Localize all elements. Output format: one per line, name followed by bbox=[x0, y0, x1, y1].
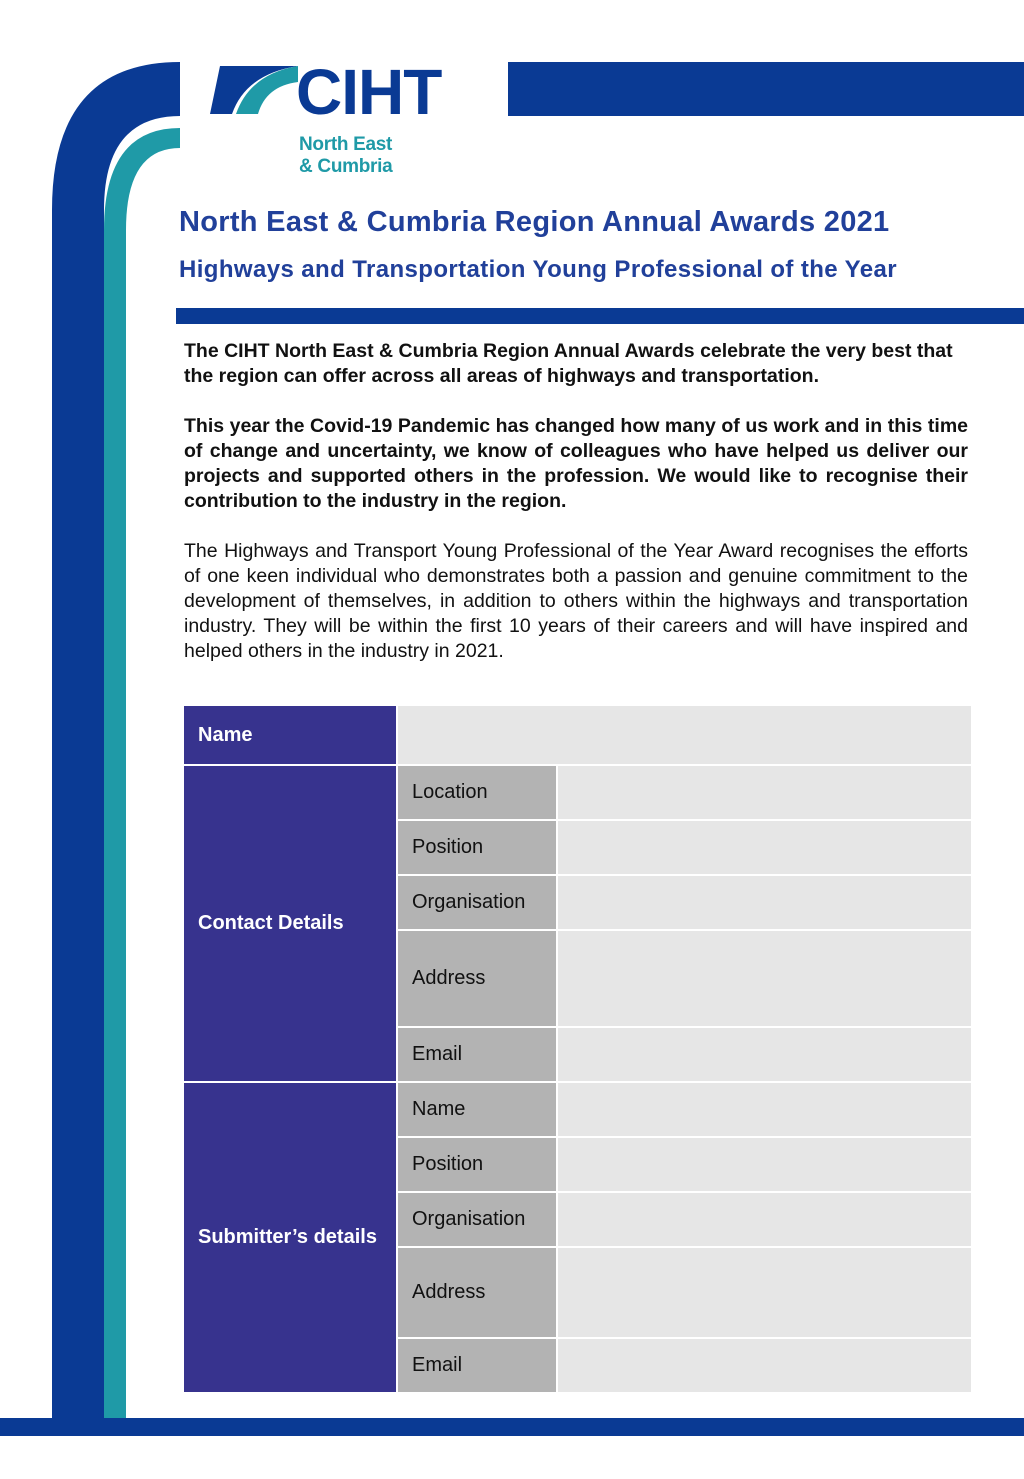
table-row bbox=[183, 765, 972, 820]
intro-paragraph-2: This year the Covid-19 Pandemic has changed how many of us work and in this time of change and uncertainty, we know of colleagues who have helped us deliver our projects and supported others in the profession. We would like to recognise their contribution to the industry in the region. bbox=[184, 415, 968, 512]
contact-location-field[interactable] bbox=[557, 765, 972, 820]
submitter-organisation-field[interactable] bbox=[557, 1192, 972, 1247]
name-label: Name bbox=[183, 705, 397, 765]
nomination-form-table bbox=[182, 704, 973, 1394]
logo-region-line-1: North East bbox=[299, 134, 393, 155]
submitter-email-field[interactable] bbox=[557, 1338, 972, 1393]
contact-email-field[interactable] bbox=[557, 1027, 972, 1082]
nominee-name-field[interactable] bbox=[397, 705, 972, 765]
contact-address-field[interactable] bbox=[557, 930, 972, 1027]
intro-paragraph-3: The Highways and Transport Young Professional of the Year Award recognises the efforts of one keen individual who demonstrates both a passion and genuine commitment to the development of themselves, in addition to others within the highways and transportation industry. They will be within the first 10 years of their careers and will have inspired and helped others in the industry in 2021. bbox=[184, 540, 968, 662]
contact-email-label: Email bbox=[397, 1027, 557, 1082]
submitter-position-field[interactable] bbox=[557, 1137, 972, 1192]
submitter-email-label: Email bbox=[397, 1338, 557, 1393]
ciht-logo bbox=[206, 60, 486, 120]
contact-position-field[interactable] bbox=[557, 820, 972, 875]
contact-address-label: Address bbox=[397, 930, 557, 1027]
contact-organisation-field[interactable] bbox=[557, 875, 972, 930]
intro-paragraph-1: The CIHT North East & Cumbria Region Annual Awards celebrate the very best that the region can offer across all areas of highways and transportation. bbox=[184, 340, 953, 387]
page-subtitle: Highways and Transportation Young Professional of the Year bbox=[179, 256, 898, 283]
contact-details-label: Contact Details bbox=[183, 765, 397, 1082]
table-row bbox=[183, 705, 972, 765]
submitter-organisation-label: Organisation bbox=[397, 1192, 557, 1247]
ciht-logo-wordmark: CIHT bbox=[296, 60, 442, 120]
table-row bbox=[183, 1082, 972, 1137]
logo-region-line-2: & Cumbria bbox=[299, 156, 393, 177]
submitter-details-label: Submitter’s details bbox=[183, 1082, 397, 1393]
contact-organisation-label: Organisation bbox=[397, 875, 557, 930]
submitter-address-label: Address bbox=[397, 1247, 557, 1338]
contact-position-label: Position bbox=[397, 820, 557, 875]
page-title: North East & Cumbria Region Annual Awards 2021 bbox=[179, 206, 890, 238]
submitter-address-field[interactable] bbox=[557, 1247, 972, 1338]
submitter-name-field[interactable] bbox=[557, 1082, 972, 1137]
submitter-name-label: Name bbox=[397, 1082, 557, 1137]
submitter-position-label: Position bbox=[397, 1137, 557, 1192]
contact-location-label: Location bbox=[397, 765, 557, 820]
